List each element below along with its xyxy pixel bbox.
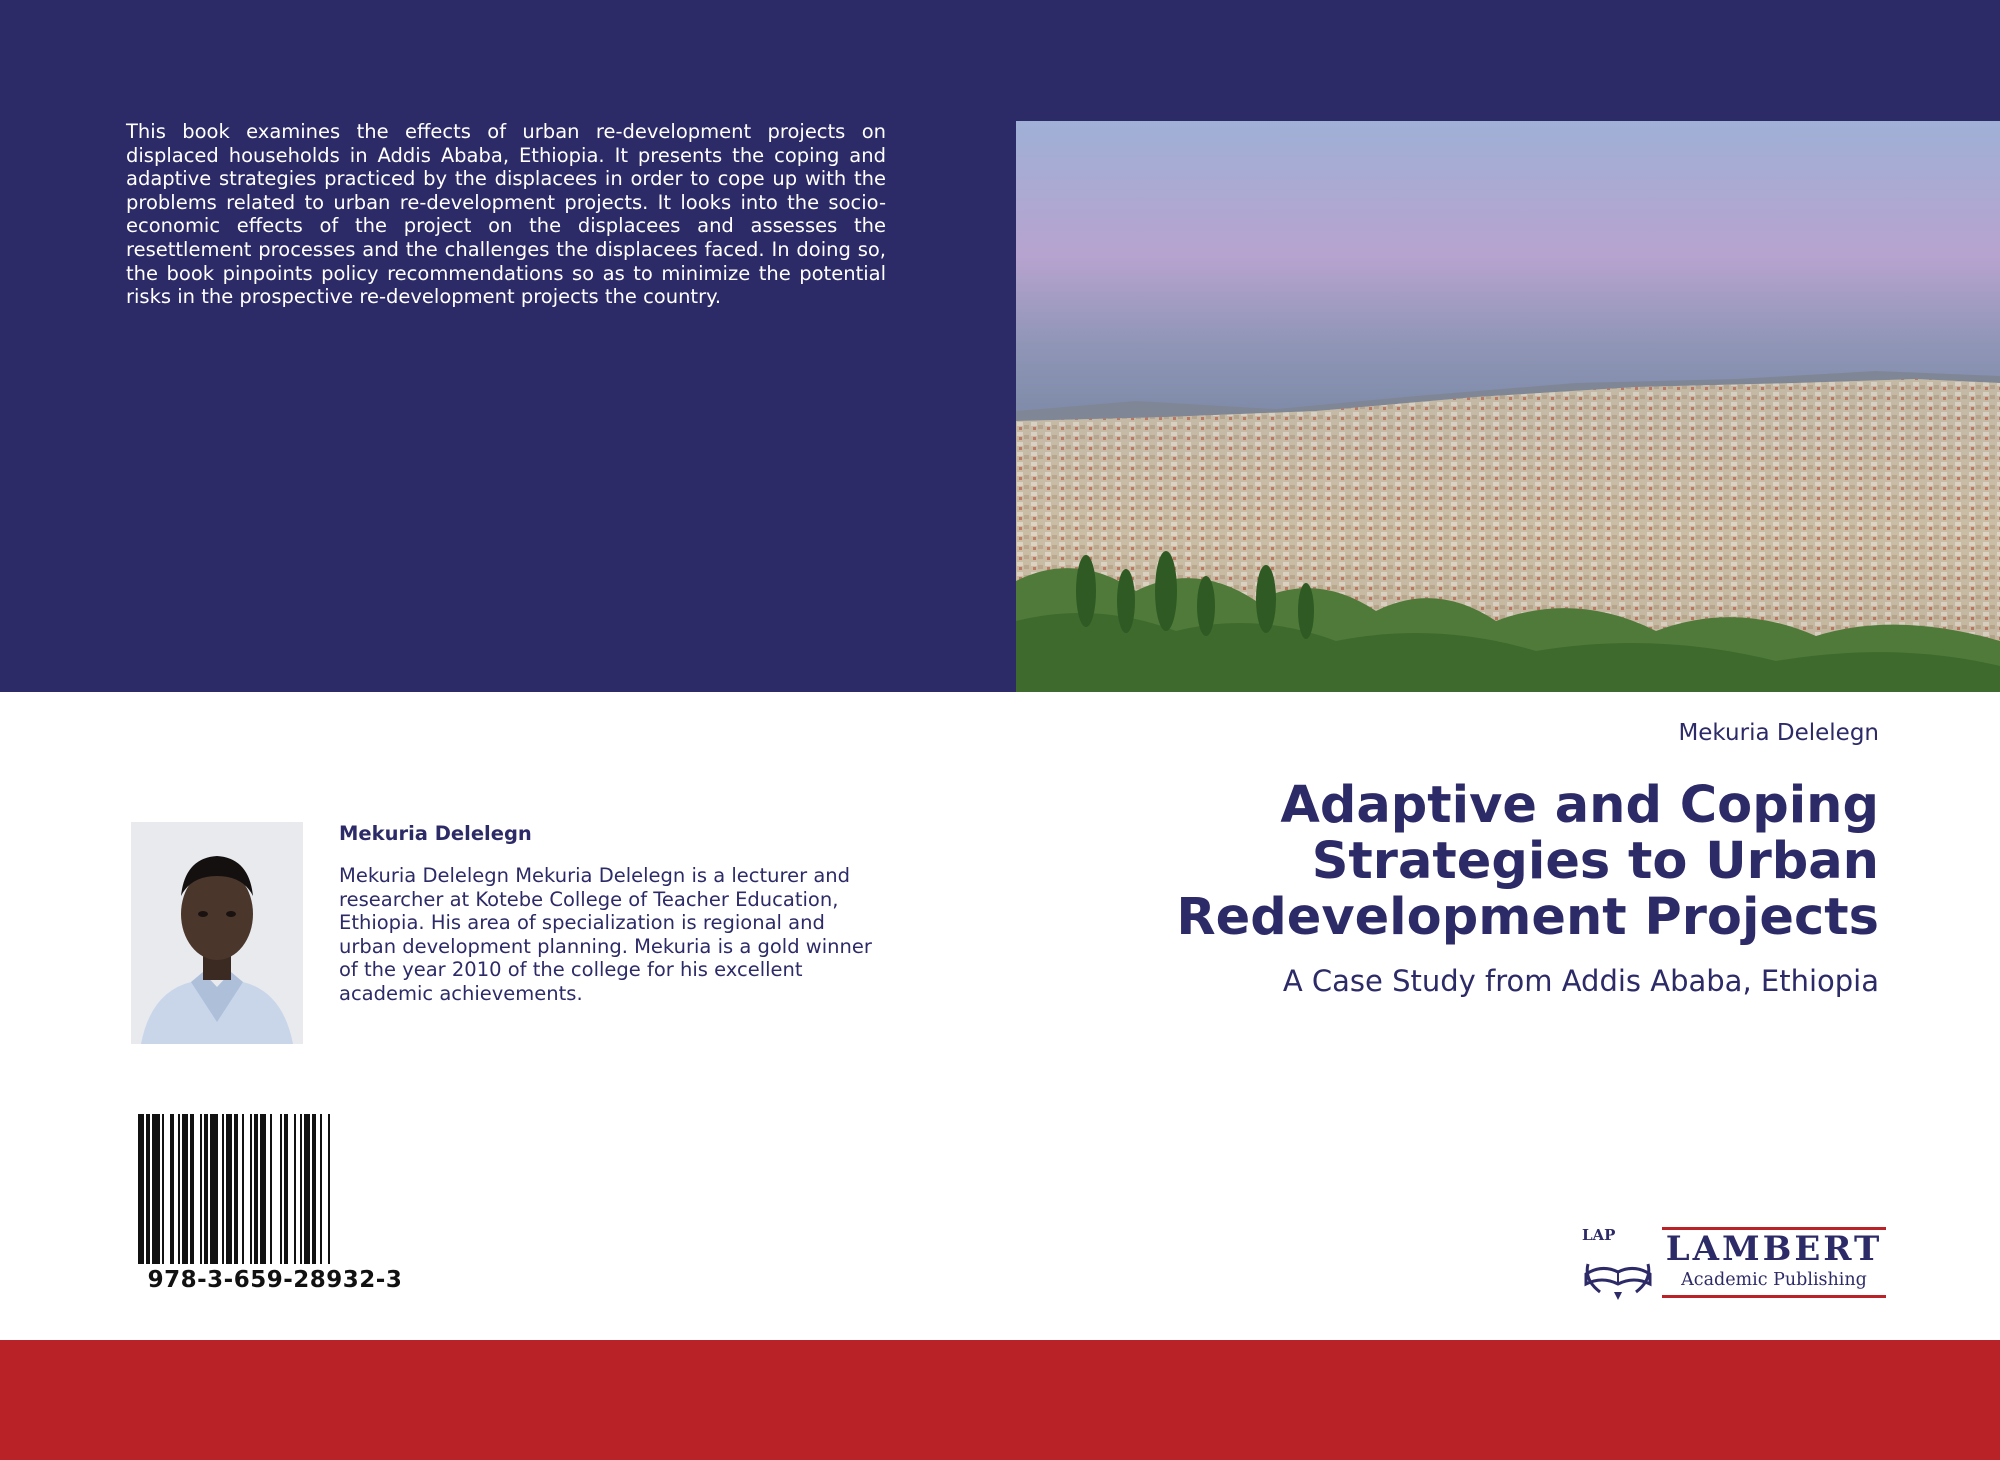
author-portrait-photo (131, 822, 303, 1044)
isbn-number: 978-3-659-28932-3 (147, 1267, 403, 1293)
front-cover-author: Mekuria Delelegn (1678, 720, 1879, 746)
book-subtitle: A Case Study from Addis Ababa, Ethiopia (1282, 964, 1879, 998)
book-title: Adaptive and Coping Strategies to Urban Redevelopment Projects (1176, 776, 1879, 947)
lap-mark: LAP (1582, 1226, 1616, 1244)
author-bio-name: Mekuria Delelegn (339, 822, 532, 845)
publisher-subtitle: Academic Publishing (1681, 1270, 1867, 1290)
publisher-rule-bottom (1662, 1295, 1886, 1298)
bottom-red-band (0, 1340, 2000, 1460)
isbn-barcode (138, 1114, 418, 1264)
author-bio-text: Mekuria Delelegn Mekuria Delelegn is a lecturer and researcher at Kotebe College of Teacher Education, Ethiopia. His area of specialization is regional and urban development planning. Mekuria is a gold winner of the year 2010 of the college for his excellent academic achievements. (339, 864, 872, 1005)
city-panorama-photo (1016, 121, 2000, 692)
publisher-logo (1578, 1226, 1890, 1302)
publisher-name: LAMBERT (1665, 1229, 1883, 1269)
back-cover-blurb: This book examines the effects of urban re-development projects on displaced households in Addis Ababa, Ethiopia. It presents the coping and adaptive strategies practiced by the displacees in order to cope up with the problems related to urban re-development projects. It looks into the socio-economic effects of the project on the displacees and assesses the resettlement processes and the challenges the displacees faced. In doing so, the book pinpoints policy recommendations so as to minimize the potential risks in the prospective re-development projects the country. (126, 120, 886, 309)
